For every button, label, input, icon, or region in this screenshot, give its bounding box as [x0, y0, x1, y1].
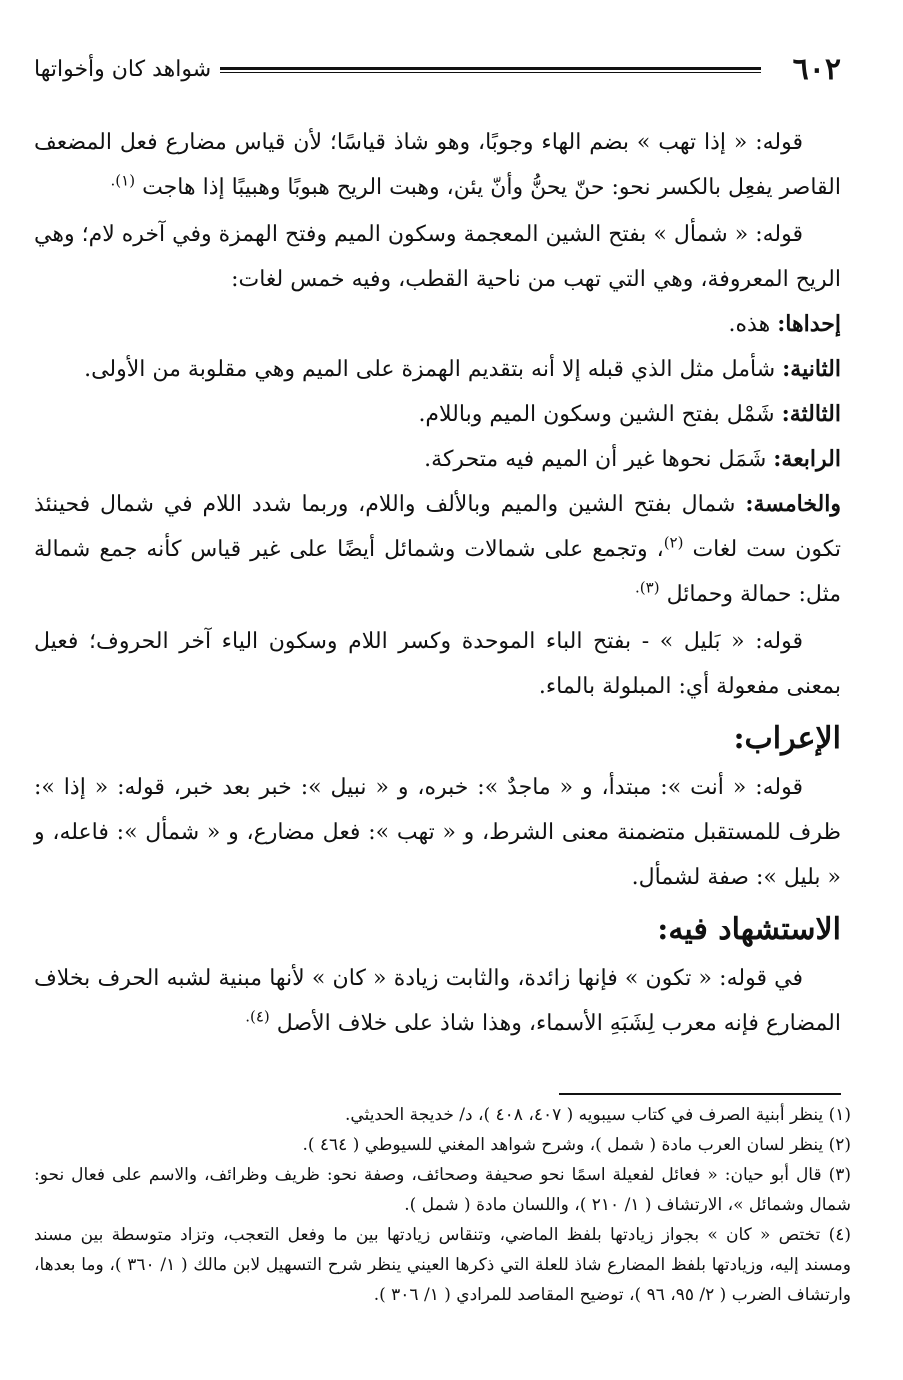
dialect-term-5: والخامسة:	[745, 491, 841, 517]
footnote-ref-1[interactable]: (١).	[110, 171, 136, 190]
page-number: ٦٠٢	[792, 52, 841, 87]
dialect-item-3: الثالثة: شَمْل بفتح الشين وسكون الميم وباللام.	[418, 401, 841, 427]
running-title: شواهد كان وأخواتها	[34, 57, 212, 82]
dialect-item-1: إحداها: هذه.	[728, 311, 841, 337]
footnote-4: (٤) تختص « كان » بجواز زيادتها بلفظ الماضي، وتنقاس زيادتها بين ما وفعل التعجب، وتزاد متوسطة بين مسند ومسند إليه، وزيادتها بلفظ المضارع شاذ للعلة التي ذكرها العيني ينظر شرح التسهيل لابن مالك ( ١/ ٣٦٠ )، وما بعدها، وارتشاف الضرب ( ٢/ ٩٥، ٩٦ )، توضيح المقاصد للمرادي ( ١/ ٣٠٦ ).	[34, 1225, 851, 1305]
dialect-term-1: إحداها:	[777, 311, 841, 337]
dialect-item-5: والخامسة: شمال بفتح الشين والميم وبالألف واللام، وربما شدد اللام في شمال فحينئذ تكون ست لغات $^{(٢)}$، وتجمع على شمالات وشمائل أيضًا على غير قياس كأنه جمع شمالة مثل: حمالة وحمائل $^{(٣).}$	[34, 491, 842, 607]
main-text	[34, 120, 841, 1046]
paragraph-balil: قوله: « بَليل » - بفتح الباء الموحدة وكسر اللام وسكون الياء آخر الحروف؛ فعيل بمعنى مفعولة أي: المبلولة بالماء.	[34, 629, 841, 699]
heading-istishhad: الاستشهاد فيه:	[657, 912, 841, 947]
dialect-term-4: الرابعة:	[773, 446, 841, 472]
footnote-1: (١) ينظر أبنية الصرف في كتاب سيبويه ( ٤٠٧، ٤٠٨ )، د/ خديجة الحديثي.	[344, 1105, 851, 1125]
footnote-ref-2[interactable]: (٢)	[663, 533, 684, 552]
paragraph-shamal: قوله: « شمأل » بفتح الشين المعجمة وسكون الميم وفتح الهمزة وفي آخره لام؛ وهي الريح المعروفة، وهي التي تهب من ناحية القطب، وفيه خمس لغات:	[34, 222, 841, 292]
dialect-item-4: الرابعة: شَمَل نحوها غير أن الميم فيه متحركة.	[424, 446, 841, 472]
paragraph-irab: قوله: « أنت »: مبتدأ، و « ماجدٌ »: خبره، و « نبيل »: خبر بعد خبر، قوله: « إذا »: ظرف للمستقبل متضمنة معنى الشرط، و « تهب »: فعل مضارع، و « شمأل »: فاعله، و « بليل »: صفة لشمأل.	[34, 775, 841, 890]
dialect-term-3: الثالثة:	[781, 401, 841, 427]
header-rule	[220, 67, 761, 73]
dialect-item-2: الثانية: شأمل مثل الذي قبله إلا أنه بتقديم الهمزة على الميم وهي مقلوبة من الأولى.	[84, 356, 841, 382]
footnote-ref-3[interactable]: (٣).	[635, 578, 660, 597]
paragraph-istishhad: في قوله: « تكون » فإنها زائدة، والثابت زيادة « كان » لأنها مبنية لشبه الحرف بخلاف المضارع فإنه معرب لِشَبَهِ الأسماء، وهذا شاذ على خلاف الأصل $^{(٤).}$	[34, 966, 841, 1036]
footnote-rule	[559, 1093, 841, 1095]
heading-irab: الإعراب:	[733, 721, 841, 756]
footnote-ref-4[interactable]: (٤).	[245, 1007, 270, 1026]
dialect-term-2: الثانية:	[782, 356, 841, 382]
footnote-2: (٢) ينظر لسان العرب مادة ( شمل )، وشرح شواهد المغني للسيوطي ( ٤٦٤ ).	[302, 1135, 851, 1155]
footnotes	[34, 1100, 851, 1310]
page-header	[34, 52, 841, 88]
paragraph-tahubb: قوله: « إذا تهب » بضم الهاء وجوبًا، وهو شاذ قياسًا؛ لأن قياس مضارع فعل المضعف القاصر يفعِل بالكسر نحو: حنّ يحنُّ وأنّ يئن، وهبت الريح هبوبًا وهبيبًا إذا هاجت $^{(١).}$	[34, 130, 841, 200]
footnote-3: (٣) قال أبو حيان: « فعائل لفعيلة اسمًا نحو صحيفة وصحائف، وصفة نحو: ظريف وظرائف، والاسم على فعال نحو: شمال وشمائل »، الارتشاف ( ١/ ٢١٠ )، واللسان مادة ( شمل ).	[34, 1165, 851, 1215]
